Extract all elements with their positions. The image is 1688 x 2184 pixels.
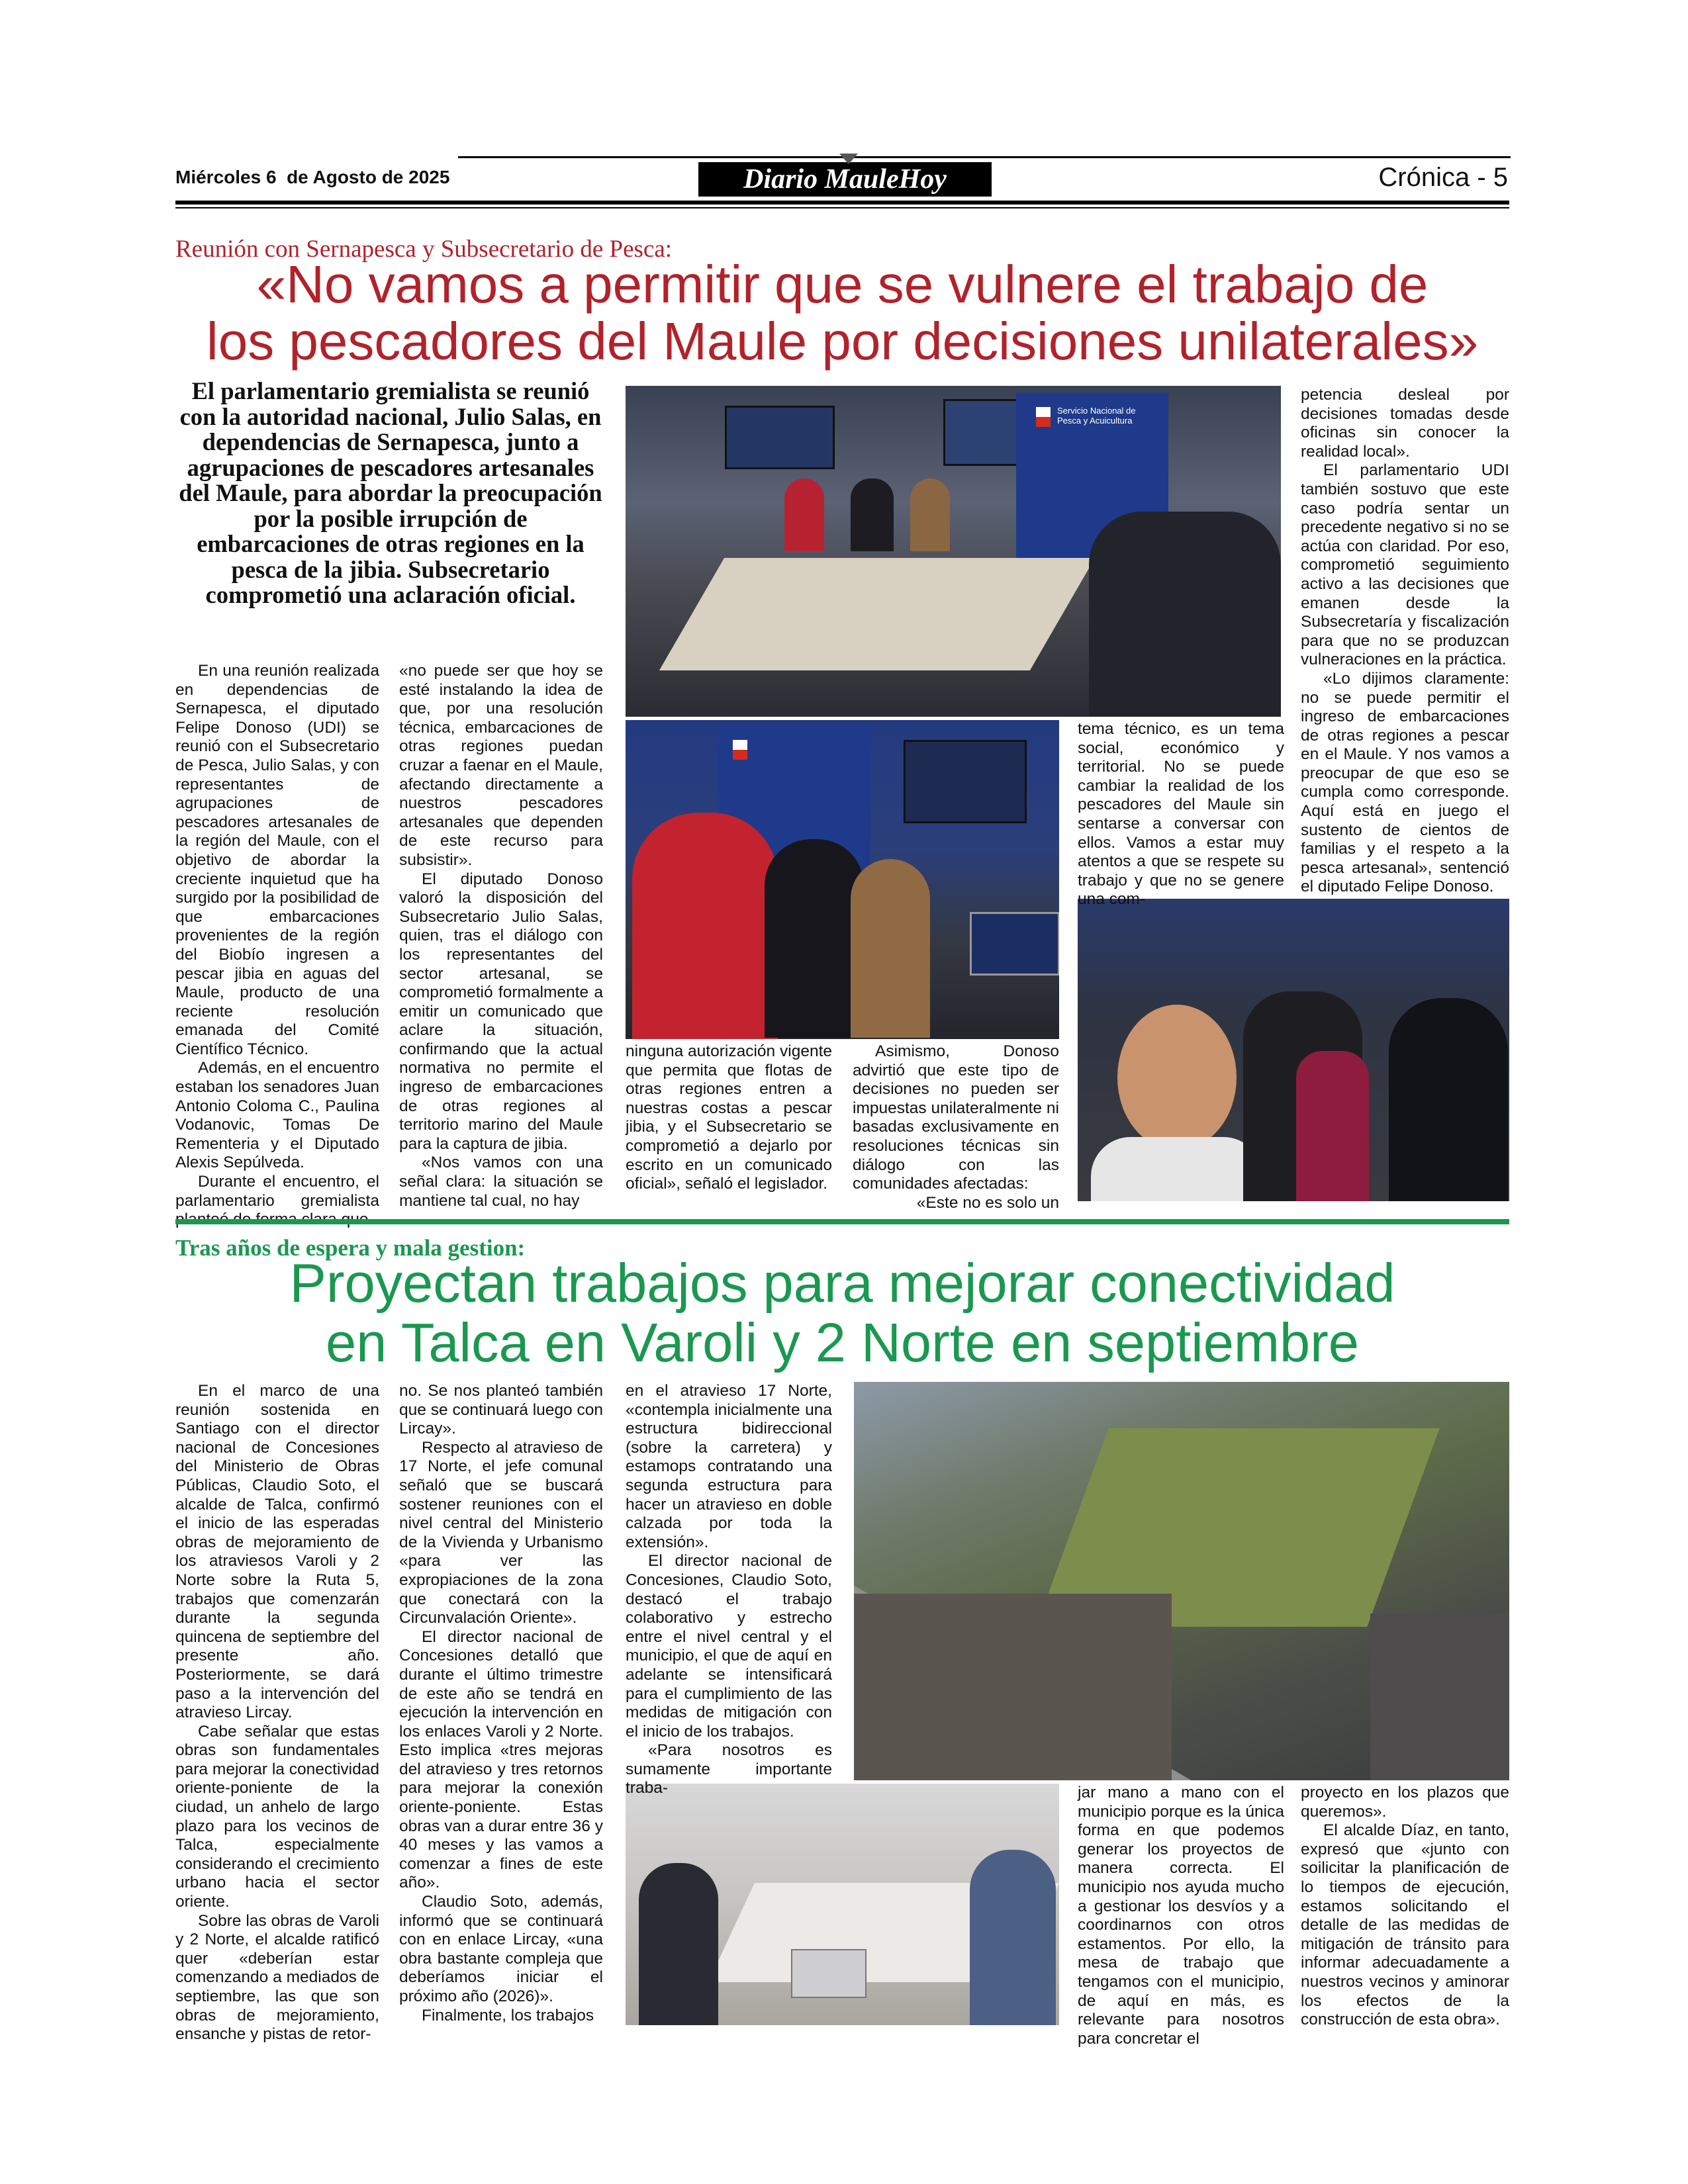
article2-col1: En el marco de una reunión sostenida en Santiago con el director nacional de Concesiones del Ministerio de Obras Públicas, Claudio Soto, el alcalde de Talca, confirmó el inicio de las esperadas obras de mejoramiento de los atraviesos Varoli y 2 Norte sobre la Ruta 5, trabajos que comenzarán durante la segunda quincena de septiembre del presente año. Posteriormente, se dará paso a la intervención del atravieso Lircay. Cabe señalar que estas obras son fundamentales para mejorar la conectividad oriente-poniente de la ciudad, un anhelo de largo plazo para los vecinos de Talca, especialmente considerando el crecimiento urbano hacia el sector oriente. Sobre las obras de Varoli y 2 Norte, el alcalde ratificó quer «deberían estar comenzando a mediados de septiembre, las que son obras de mejoramiento, ensanche y pistas de retor- [175,1382,379,2044]
aerial-houses-left [854,1594,1172,1780]
article1-col3: ninguna autorización vigente que permita que flotas de otras regiones entren a nuestras costas a pescar jibia, y el Subsecretario se comprometió a dejarlo por escrito en un comunicado oficial», señaló el legislador. [626,1042,832,1193]
article2-kicker: Tras años de espera y mala gestion: [175,1235,526,1261]
article2-photo-meeting [626,1784,1059,2025]
header-bottom-rule-thick [175,201,1509,205]
chile-flag-icon-2 [733,740,747,760]
article1-col4: Asimismo, Donoso advirtió que este tipo de decisiones no pueden ser impuestas unilateralmente ni basadas exclusivamente en resoluciones técnicas sin diálogo con las comunidades afectadas: «Este no es solo un [853,1042,1059,1212]
laptop-2 [791,1949,867,1998]
article1-headline-line1: «No vamos a permitir que se vulnere el trabajo de [256,255,1429,314]
article1-photo-officials [626,720,1059,1039]
article2-headline-line1: Proyectan trabajos para mejorar conectividad [289,1252,1395,1314]
article1-kicker: Reunión con Sernapesca y Subsecretario de Pesca: [175,236,673,263]
masthead-triangle-icon [839,154,858,164]
video-screen-2 [904,740,1027,823]
article2-col5: proyecto en los plazos que queremos». El alcalde Díaz, en tanto, expresó que «junto con soilicitar la planificación de lo tiempos de ejecución, estamos solicitando el detalle de las medidas de mitigación de tránsito para informar adecuadamente a nuestros vecinos y aminorar los efectos de la construcción de esta obra». [1301,1784,1509,2029]
aerial-houses-right [1370,1614,1509,1780]
person-suit [851,478,894,551]
meeting-table [659,558,1095,670]
article2-photo-aerial-highway [854,1382,1509,1780]
man-suit [765,839,864,1038]
page-date: Miércoles 6 de Agosto de 2025 [175,167,450,187]
article2-col4: jar mano a mano con el municipio porque es la única forma en que podemos generar los proyectos de manera correcta. El municipio nos ayuda mucho a gestionar los desvíos y a coordinarnos con otros estamentos. Por ello, la mesa de trabajo que tengamos con el municipio, de aquí en más, es relevante para nosotros para concretar el [1078,1784,1284,2048]
article1-col6: petencia desleal por decisiones tomadas desde oficinas sin conocer la realidad local». El parlamentario UDI también sostuvo que este caso podría sentar un precedente negativo si no se actúa con claridad. Por eso, comprometió seguimiento activo a las decisiones que emanen desde la Subsecretaría y fiscalización para que no se produzcan vulneraciones en la práctica. «Lo dijimos claramente: no se puede permitir el ingreso de embarcaciones de otras regiones a pescar en el Maule. Y nos vamos a preocupar de que eso se cumpla como corresponde. Aquí está en juego el sustento de cientos de familias y el respeto a la pesca artesanal», sentenció el diputado Felipe Donoso. [1301,386,1509,896]
header-bottom-rule-thin [175,207,1509,208]
person-right [970,1850,1056,2025]
article2-col2: no. Se nos planteó también que se continuará luego con Lircay». Respecto al atravieso de 17 Norte, el jefe comunal señaló que se buscará sostener reuniones con el nivel central del Ministerio de la Vivienda y Urbanismo «para ver las expropiaciones de la zona que conectará con la Circunvalación Oriente». El director nacional de Concesiones detalló que durante el último trimestre de este año se tendrá en ejecución la intervención en los enlaces Varoli y 2 Norte. Esto implica «tres mejoras del atravieso y tres retornos para mejorar la conexión oriente-poniente. Estas obras van a durar entre 36 y 40 meses y las vamos a comenzar a fines de este año». Claudio Soto, además, informó que se continuará con en enlace Lircay, «una obra bastante compleja que deberíamos iniciar el próximo año (2026)». Finalmente, los trabajos [399,1382,603,2025]
section-label: Crónica - 5 [1378,163,1508,192]
article2-col3: en el atravieso 17 Norte, «contempla inicialmente una estructura bidireccional (sobre la carretera) y estamops contratando una segunda estructura para hacer un atravieso en doble calzada por toda la extensión». El director nacional de Concesiones, Claudio Soto, destacó el trabajo colaborativo y estrecho entre el nivel central y el municipio, el que de aquí en adelante se intensificará para el cumplimiento de las medidas de mitigación con el inicio de los trabajos. «Para nosotros es sumamente importante traba- [626,1382,832,1797]
masthead [698,162,992,197]
laptop [970,912,1059,976]
person-left [639,1863,718,2025]
article1-col5: tema técnico, es un tema social, económico y territorial. No se puede cambiar la realidad de los pescadores del Maule sin sentarse a conversar con ellos. Vamos a estar muy atentos a que se respete su trabajo y que no se genere una com- [1078,720,1284,909]
selfie-woman-scarf [1296,1051,1369,1201]
article1-photo-meeting-room [626,386,1281,717]
selfie-woman-body [1091,1137,1263,1201]
article1-lead: El parlamentario gremialista se reunió con la autoridad nacional, Julio Salas, en dependencias de Sernapesca, junto a agrupaciones de pescadores artesanales del Maule, para abordar la preocupación por la posible irrupción de embarcaciones de otras regiones en la pesca de la jibia. Subsecretario comprometió una aclaración oficial. [179,377,602,608]
article1-photo-selfie [1078,899,1509,1201]
article1-col1: En una reunión realizada en dependencias de Sernapesca, el diputado Felipe Donoso (UDI) se reunió con el Subsecretario de Pesca, Julio Salas, y con representantes de agrupaciones de pescadores artesanales de la región del Maule, con el objetivo de abordar la creciente inquietud que ha surgido por la posibilidad de que embarcaciones provenientes de la región del Biobío ingresen a pescar jibia en aguas del Maule, producto de una reciente resolución emanada del Comité Científico Técnico. Además, en el encuentro estaban los senadores Juan Antonio Coloma C., Paulina Vodanovic, Tomas De Rementeria y el Diputado Alexis Sepúlveda. Durante el encuentro, el parlamentario gremialista [175,662,379,1210]
article1-headline-line2: los pescadores del Maule por decisiones unilaterales» [206,312,1479,371]
article1-col2: «no puede ser que hoy se esté instalando la idea de que, por una resolución técnica, embarcaciones de otras regiones puedan cruzar a faenar en el Maule, afectando directamente a nuestros pescadores artesanales que dependen de este recurso para subsistir». El diputado Donoso valoró la disposición del Subsecretario Julio Salas, quien, tras el diálogo con los representantes del sector artesanal, se comprometió formalmente a emitir un comunicado que aclare la situación, confirmando que la actual normativa no permite el ingreso de embarcaciones de otras regiones al territorio marino del Maule para la captura de jibia. «Nos vamos con una señal clara: la situación se mantiene tal cual, no hay [399,662,603,1210]
video-screen-left [725,406,835,469]
person-brown [910,478,950,551]
person-right-group [1089,512,1281,717]
header-top-rule [458,156,1511,158]
selfie-woman-face [1117,1005,1237,1150]
chile-flag-icon [1036,407,1051,427]
woman-red-jacket [632,813,778,1039]
masthead-logo-text: Diario MauleHoy [743,164,947,195]
section-divider-green [175,1219,1509,1224]
selfie-man-suit [1389,998,1508,1201]
man-tan-jacket [851,859,930,1038]
person-red-jacket [784,478,824,551]
banner-text: Servicio Nacional de Pesca y Acuicultura [1057,406,1136,426]
article2-headline-line2: en Talca en Varoli y 2 Norte en septiembre [326,1312,1359,1373]
